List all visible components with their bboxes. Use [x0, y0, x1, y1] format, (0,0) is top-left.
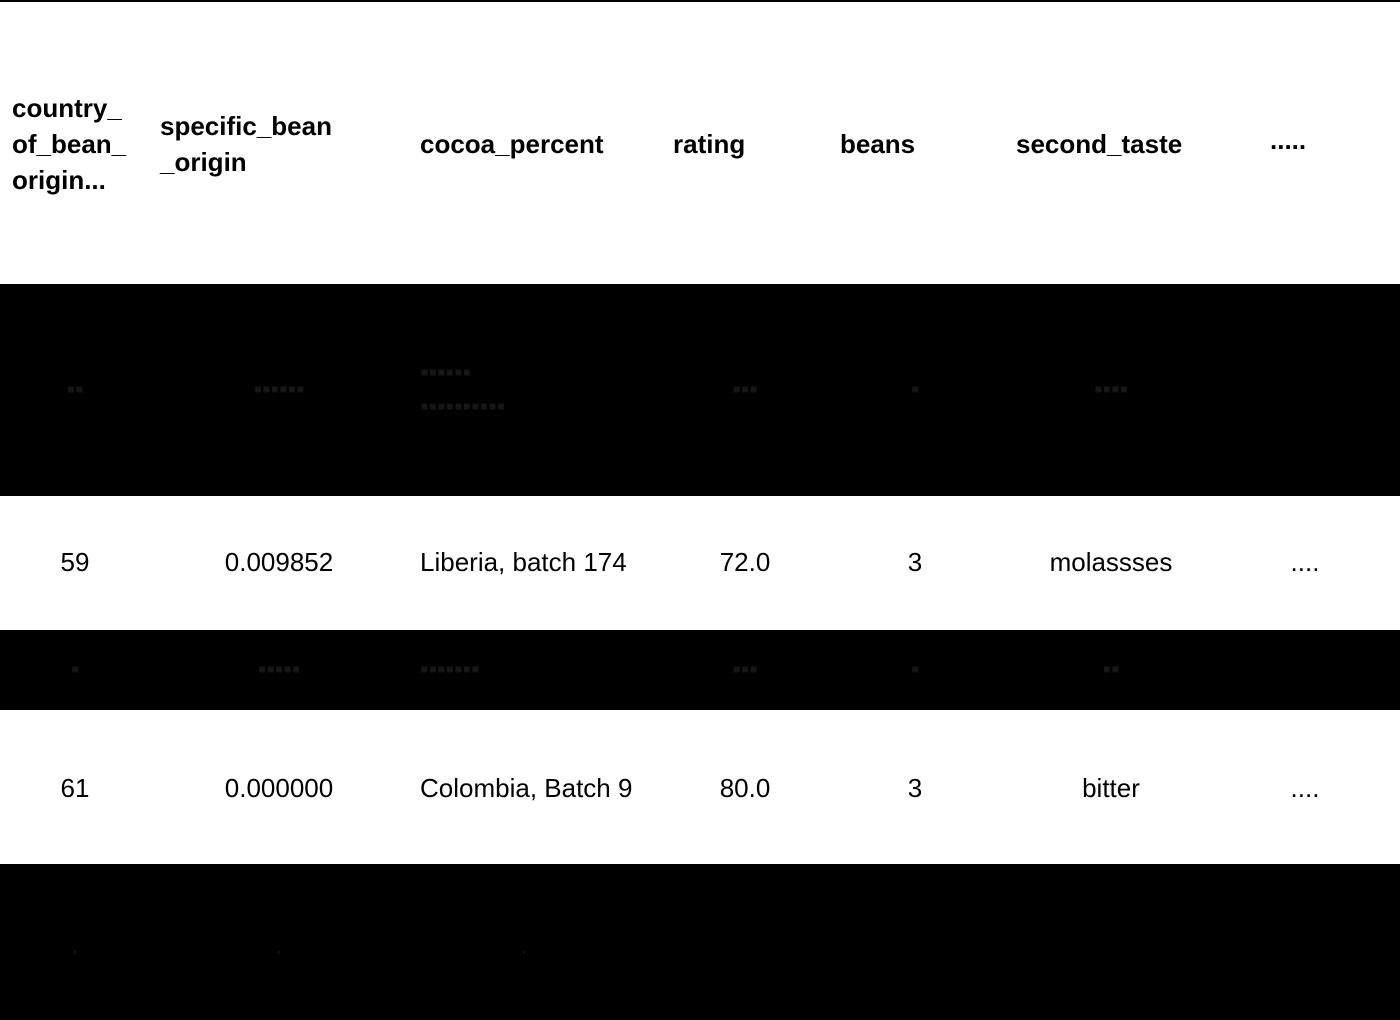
redacted-cell: ▪: [910, 656, 920, 683]
cell-second-taste: bitter: [1082, 773, 1140, 803]
cell-more: ....: [1290, 773, 1320, 803]
redacted-cell: ▪: [70, 656, 80, 683]
redacted-cell: ▪▪: [66, 376, 84, 403]
cell-specific-bean-origin: 0.009852: [224, 547, 334, 577]
cell-cocoa-percent: Liberia, batch 174: [420, 547, 627, 577]
redacted-cell: ▪▪▪: [732, 376, 758, 403]
cell-rating: 80.0: [719, 773, 771, 803]
redacted-cell: ▪▪▪▪▪: [257, 656, 301, 683]
redacted-cell: ▪▪▪▪▪▪: [253, 376, 305, 403]
cell-beans: 3: [907, 547, 923, 577]
column-header-more: .....: [1270, 125, 1307, 155]
cell-more: ....: [1290, 547, 1320, 577]
redacted-cell: ·: [71, 938, 79, 965]
redacted-row: [0, 284, 1400, 496]
redacted-cell: ▪▪▪▪▪▪ ▪▪▪▪▪▪▪▪▪▪: [420, 359, 506, 420]
table-header: [0, 2, 1400, 284]
redacted-cell: ▪▪: [1102, 656, 1120, 683]
column-header-second-taste: second_taste: [1016, 129, 1183, 159]
redacted-row: [0, 864, 1400, 1020]
redacted-cell: ▪▪▪▪: [1093, 376, 1129, 403]
cell-second-taste: molassses: [1049, 547, 1173, 577]
table-row: [0, 710, 1400, 864]
cell-cocoa-percent: Colombia, Batch 9: [420, 773, 633, 803]
redacted-cell: ·: [520, 938, 528, 965]
redacted-cell: ▪: [910, 376, 920, 403]
column-header-cocoa-percent: cocoa_percent: [420, 129, 604, 159]
redacted-cell: ▪▪▪▪▪▪▪: [420, 656, 480, 683]
column-header-beans: beans: [840, 129, 916, 159]
redacted-cell: ·: [275, 938, 283, 965]
cell-rating: 72.0: [719, 547, 771, 577]
column-header-country-of-bean-origin: country_ of_bean_ origin...: [12, 93, 127, 195]
cell-country-of-bean-origin: 59: [60, 547, 90, 577]
redacted-cell: ▪▪▪: [732, 656, 758, 683]
cell-specific-bean-origin: 0.000000: [224, 773, 334, 803]
cell-beans: 3: [907, 773, 923, 803]
table-row: [0, 496, 1400, 630]
column-header-specific-bean-origin: specific_bean _origin: [160, 111, 332, 177]
cell-country-of-bean-origin: 61: [60, 773, 90, 803]
redacted-row: [0, 630, 1400, 710]
column-header-rating: rating: [673, 129, 746, 159]
